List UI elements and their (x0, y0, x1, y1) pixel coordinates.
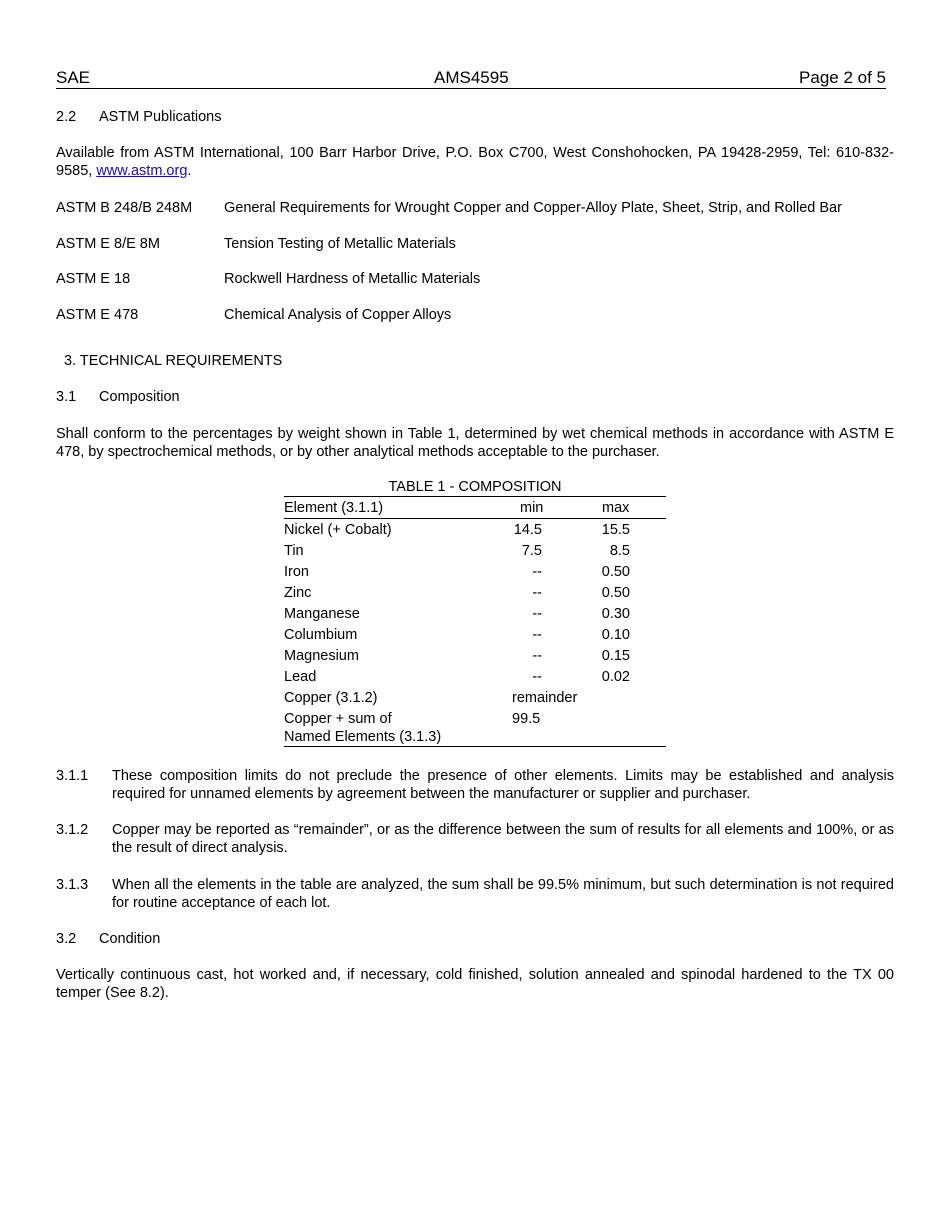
table-row (284, 666, 666, 687)
cell-max: 0.02 (601, 669, 630, 685)
subsection-text: These composition limits do not preclude the presence of other elements. Limits may be established and analysis required for unnamed elements by agreement between the manufacturer or supplier and purchaser. (112, 768, 894, 802)
cell-element-line: Copper + sum of (284, 711, 392, 727)
cell-min: -- (532, 564, 542, 580)
section-number: 3.1 (56, 389, 77, 405)
cell-max: 0.50 (601, 585, 630, 601)
reference-code: ASTM E 478 (56, 307, 139, 323)
section-title: Composition (99, 389, 180, 405)
section-number: 3.2 (56, 931, 77, 947)
reference-code: ASTM E 8/E 8M (56, 236, 160, 252)
composition-paragraph: Shall conform to the percentages by weight shown in Table 1, determined by wet chemical methods in accordance with ASTM E 478, by spectrochemical methods, or by other analytical methods acceptable to the purchaser. (56, 426, 894, 460)
header-doc-number: AMS4595 (434, 68, 509, 87)
cell-element: Iron (284, 564, 309, 580)
section-3-1-heading (56, 388, 180, 406)
table-caption: TABLE 1 - COMPOSITION (284, 478, 666, 497)
cell-min: remainder (512, 690, 578, 706)
availability-suffix: . (187, 163, 192, 179)
table-row (284, 603, 666, 624)
header-min: min (520, 500, 544, 516)
page-header (56, 69, 886, 89)
cell-element: Zinc (284, 585, 312, 601)
table-row (284, 519, 666, 540)
subsection-number: 3.1.2 (56, 822, 89, 838)
reference-title: Rockwell Hardness of Metallic Materials (224, 271, 481, 287)
table-header-row (284, 497, 666, 519)
header-org: SAE (56, 68, 91, 87)
cell-min: 99.5 (512, 711, 541, 727)
cell-element: Nickel (+ Cobalt) (284, 522, 392, 538)
cell-min: -- (532, 606, 542, 622)
availability-text: Available from ASTM International, 100 Barr Harbor Drive, P.O. Box C700, West Conshohocken, PA 19428-2959, Tel: 610-832-9585, (56, 145, 894, 179)
reference-title: Chemical Analysis of Copper Alloys (224, 307, 452, 323)
cell-min: 7.5 (521, 543, 542, 559)
condition-paragraph: Vertically continuous cast, hot worked and, if necessary, cold finished, solution annealed and spinodal hardened to the TX 00 temper (See 8.2). (56, 967, 894, 1001)
astm-website-link[interactable]: www.astm.org (96, 163, 188, 179)
reference-code: ASTM B 248/B 248M (56, 200, 193, 216)
table-row (284, 624, 666, 645)
cell-element: Columbium (284, 627, 358, 643)
table-row (284, 582, 666, 603)
cell-min: -- (532, 585, 542, 601)
section-3-heading: 3. TECHNICAL REQUIREMENTS (64, 353, 283, 369)
cell-max: 8.5 (609, 543, 630, 559)
subsection-number: 3.1.3 (56, 877, 89, 893)
subsection-text: Copper may be reported as “remainder”, or as the difference between the sum of results for all elements and 100%, or as the result of direct analysis. (112, 822, 894, 856)
header-page-number: Page 2 of 5 (799, 68, 886, 87)
table-row (284, 540, 666, 561)
table-row (284, 687, 666, 708)
table-row (284, 645, 666, 666)
section-3-2-heading (56, 930, 160, 948)
section-title: Condition (99, 931, 161, 947)
section-title: ASTM Publications (99, 109, 222, 125)
cell-element-line: Named Elements (3.1.3) (284, 729, 442, 745)
subsection-number: 3.1.1 (56, 768, 89, 784)
cell-element: Copper (3.1.2) (284, 690, 378, 706)
table-bottom-rule (284, 746, 666, 747)
reference-title: Tension Testing of Metallic Materials (224, 236, 456, 252)
cell-max: 0.50 (601, 564, 630, 580)
cell-element (284, 710, 441, 746)
cell-max: 15.5 (601, 522, 630, 538)
table-row (284, 708, 666, 746)
reference-code: ASTM E 18 (56, 271, 131, 287)
cell-max: 0.15 (601, 648, 630, 664)
composition-table (284, 478, 666, 747)
cell-element: Tin (284, 543, 304, 559)
header-max: max (602, 500, 630, 516)
cell-min: -- (532, 627, 542, 643)
cell-min: 14.5 (513, 522, 542, 538)
astm-availability-paragraph (56, 144, 894, 180)
cell-max: 0.10 (601, 627, 630, 643)
subsection-text: When all the elements in the table are analyzed, the sum shall be 99.5% minimum, but such determination is not required for routine acceptance of each lot. (112, 877, 894, 911)
section-2-2-heading (56, 108, 222, 126)
cell-min: -- (532, 648, 542, 664)
cell-element: Magnesium (284, 648, 359, 664)
table-row (284, 561, 666, 582)
cell-element: Lead (284, 669, 317, 685)
cell-max: 0.30 (601, 606, 630, 622)
section-number: 2.2 (56, 109, 77, 125)
header-element: Element (3.1.1) (284, 500, 384, 516)
cell-element: Manganese (284, 606, 360, 622)
cell-min: -- (532, 669, 542, 685)
reference-title: General Requirements for Wrought Copper and Copper-Alloy Plate, Sheet, Strip, and Rolled Bar (224, 200, 842, 216)
